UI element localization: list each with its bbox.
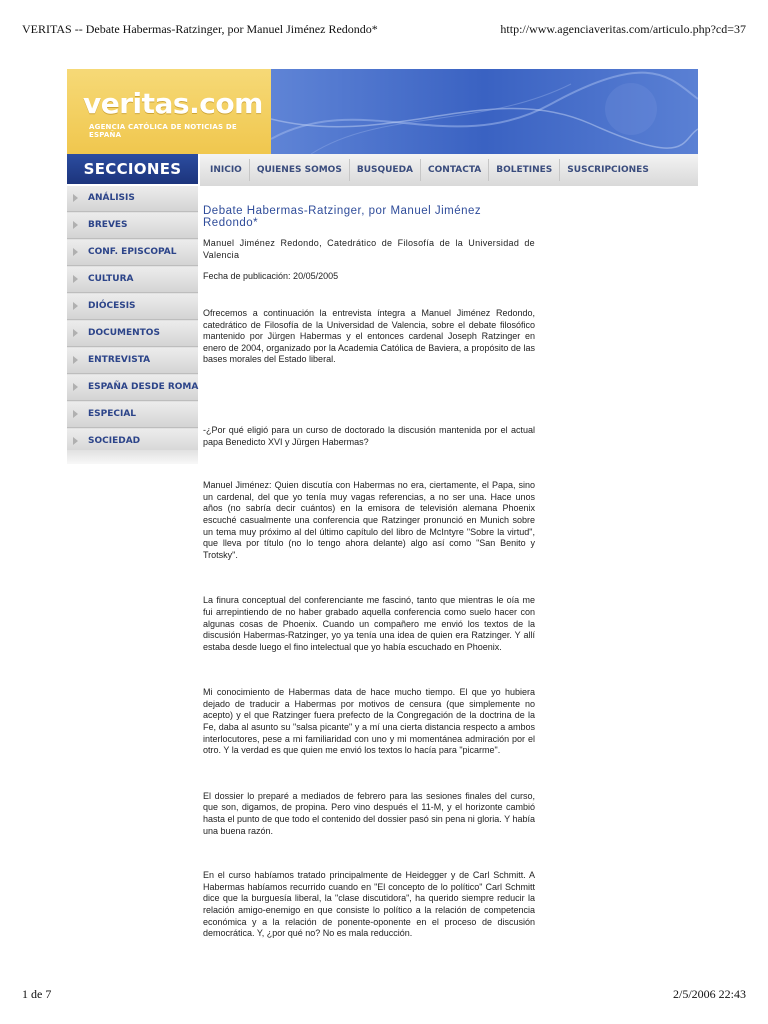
article bbox=[203, 200, 535, 940]
site-banner bbox=[67, 69, 698, 154]
sections-sidebar bbox=[67, 186, 198, 464]
article-paragraph: En el curso habíamos tratado principalmente de Heidegger y de Carl Schmitt. A Habermas habíamos recurrido cuando en "El concepto de lo político" Carl Schmitt dice que la burguesía liberal, la "clase discutidora", ha querido siempre reducir la relación amigo-enemigo en que consiste lo político a la relación de competencia económica y a la relación de ponente-oponente en el proceso de discusión democrática. Y, ¿por qué no? No es mala reducción. bbox=[203, 870, 535, 939]
nav-inicio[interactable]: INICIO bbox=[200, 159, 250, 181]
article-title: Debate Habermas-Ratzinger, por Manuel Jiménez Redondo* bbox=[203, 205, 482, 229]
sidebar-item-label: CULTURA bbox=[88, 274, 134, 284]
sidebar-item-label: DOCUMENTOS bbox=[88, 328, 160, 338]
interview-question: -¿Por qué eligió para un curso de doctorado la discusión mantenida por el actual papa Benedicto XVI y Jürgen Habermas? bbox=[203, 424, 535, 447]
print-footer bbox=[22, 987, 746, 1002]
article-paragraph: La finura conceptual del conferenciante me fascinó, tanto que mientras le oía me fui arrepintiendo de no haber grabado aquella conferencia como suelo hacer con algunas cosas de Phoenix. Cuando un compañero me envió los textos de la discusión Habermas-Ratzinger, yo ya tenía una idea de quien era Ratzinger. Y allí estaba desde luego el fino intelectual que yo había escuchado en Phoenix. bbox=[203, 595, 535, 652]
sidebar-item-label: ANÁLISIS bbox=[88, 193, 135, 203]
arrow-right-icon bbox=[73, 221, 78, 229]
sidebar-item-documentos[interactable] bbox=[67, 321, 198, 347]
sidebar-item-label: ESPAÑA DESDE ROMA bbox=[88, 382, 199, 392]
site-tagline: AGENCIA CATÓLICA DE NOTICIAS DE ESPAÑA bbox=[89, 123, 237, 139]
sidebar-item-espana-desde-roma[interactable] bbox=[67, 375, 198, 401]
site-logo[interactable]: veritas.com bbox=[83, 87, 263, 120]
sidebar-item-conf-episcopal[interactable] bbox=[67, 240, 198, 266]
sidebar-item-diocesis[interactable] bbox=[67, 294, 198, 320]
print-page-number: 1 de 7 bbox=[22, 987, 52, 1001]
arrow-right-icon bbox=[73, 194, 78, 202]
sidebar-item-analisis[interactable] bbox=[67, 186, 198, 212]
arrow-right-icon bbox=[73, 275, 78, 283]
nav-suscripciones[interactable]: SUSCRIPCIONES bbox=[567, 165, 649, 175]
arrow-right-icon bbox=[73, 437, 78, 445]
article-author: Manuel Jiménez Redondo, Catedrático de Filosofía de la Universidad de Valencia bbox=[203, 238, 535, 260]
sidebar-item-cultura[interactable] bbox=[67, 267, 198, 293]
print-url: http://www.agenciaveritas.com/articulo.php?cd=37 bbox=[500, 22, 746, 36]
sidebar-item-breves[interactable] bbox=[67, 213, 198, 239]
navigation-row bbox=[67, 154, 698, 186]
sidebar-item-label: ESPECIAL bbox=[88, 409, 137, 419]
logo-panel bbox=[67, 69, 271, 154]
arrow-right-icon bbox=[73, 356, 78, 364]
arrow-right-icon bbox=[73, 329, 78, 337]
nav-contacta[interactable]: CONTACTA bbox=[421, 159, 489, 181]
print-datetime: 2/5/2006 22:43 bbox=[672, 987, 746, 1001]
print-header bbox=[22, 22, 746, 37]
nav-boletines[interactable]: BOLETINES bbox=[489, 159, 560, 181]
sidebar-item-label: BREVES bbox=[88, 220, 128, 230]
article-paragraph: Mi conocimiento de Habermas data de hace mucho tiempo. El que yo hubiera dejado de traducir a Habermas por motivos de censura (que simplemente no acepto) y el que Ratzinger fuera prefecto de la Congregación de la doctrina de la Fe, daba al asunto su "salsa picante" y a mí una cierta distancia respecto a ambos interlocutores, pese a mi familiaridad con uno y mi momentánea admiración por el otro. Y la verdad es que quien me envió los textos lo hacía para "picarme". bbox=[203, 687, 535, 756]
publication-date: Fecha de publicación: 20/05/2005 bbox=[203, 271, 339, 281]
article-paragraph: Manuel Jiménez: Quien discutía con Habermas no era, ciertamente, el Papa, sino un cardenal, del que yo tenía muy vagas referencias, a no ser una. Hace unos años (no sabría decir cuántos) en la emisora de televisión alemana Phoenix escuché casualmente una conferencia que Ratzinger pronunció en Munich sobre un tema muy próximo al del último capítulo del libro de McIntyre "Sobre la virtud", que lleva por título (no lo tengo ahora delante) algo así como "San Benito y Trotsky". bbox=[203, 480, 535, 560]
sidebar-item-especial[interactable] bbox=[67, 402, 198, 428]
arrow-right-icon bbox=[73, 410, 78, 418]
sidebar-item-label: SOCIEDAD bbox=[88, 436, 141, 446]
sidebar-item-label: ENTREVISTA bbox=[88, 355, 151, 365]
sidebar-item-label: CONF. EPISCOPAL bbox=[88, 247, 177, 257]
print-page-title: VERITAS -- Debate Habermas-Ratzinger, por Manuel Jiménez Redondo* bbox=[22, 22, 378, 36]
nav-busqueda[interactable]: BUSQUEDA bbox=[350, 159, 421, 181]
banner-decoration bbox=[271, 69, 698, 154]
arrow-right-icon bbox=[73, 248, 78, 256]
article-paragraph: Ofrecemos a continuación la entrevista íntegra a Manuel Jiménez Redondo, catedrático de Filosofía de la Universidad de Valencia, sobre el debate filosófico mantenido por Jürgen Habermas y el entonces cardenal Joseph Ratzinger en enero de 2004, organizado por la Academia Católica de Baviera, a propósito de las bases morales del Estado liberal. bbox=[203, 308, 535, 365]
arrow-right-icon bbox=[73, 302, 78, 310]
top-navigation bbox=[200, 154, 698, 186]
nav-quienes-somos[interactable]: QUIENES SOMOS bbox=[250, 159, 350, 181]
sidebar-item-entrevista[interactable] bbox=[67, 348, 198, 374]
sections-heading: SECCIONES bbox=[67, 154, 198, 184]
article-paragraph: El dossier lo preparé a mediados de febrero para las sesiones finales del curso, que son, digamos, de propina. Pero vino después el 11-M, y el horizonte cambió hasta el punto de que todo el contenido del dossier pasó sin pena ni gloria. Y había una buena razón. bbox=[203, 790, 535, 836]
sidebar-bottom-fade bbox=[67, 450, 198, 464]
arrow-right-icon bbox=[73, 383, 78, 391]
sidebar-item-label: DIÓCESIS bbox=[88, 301, 136, 311]
